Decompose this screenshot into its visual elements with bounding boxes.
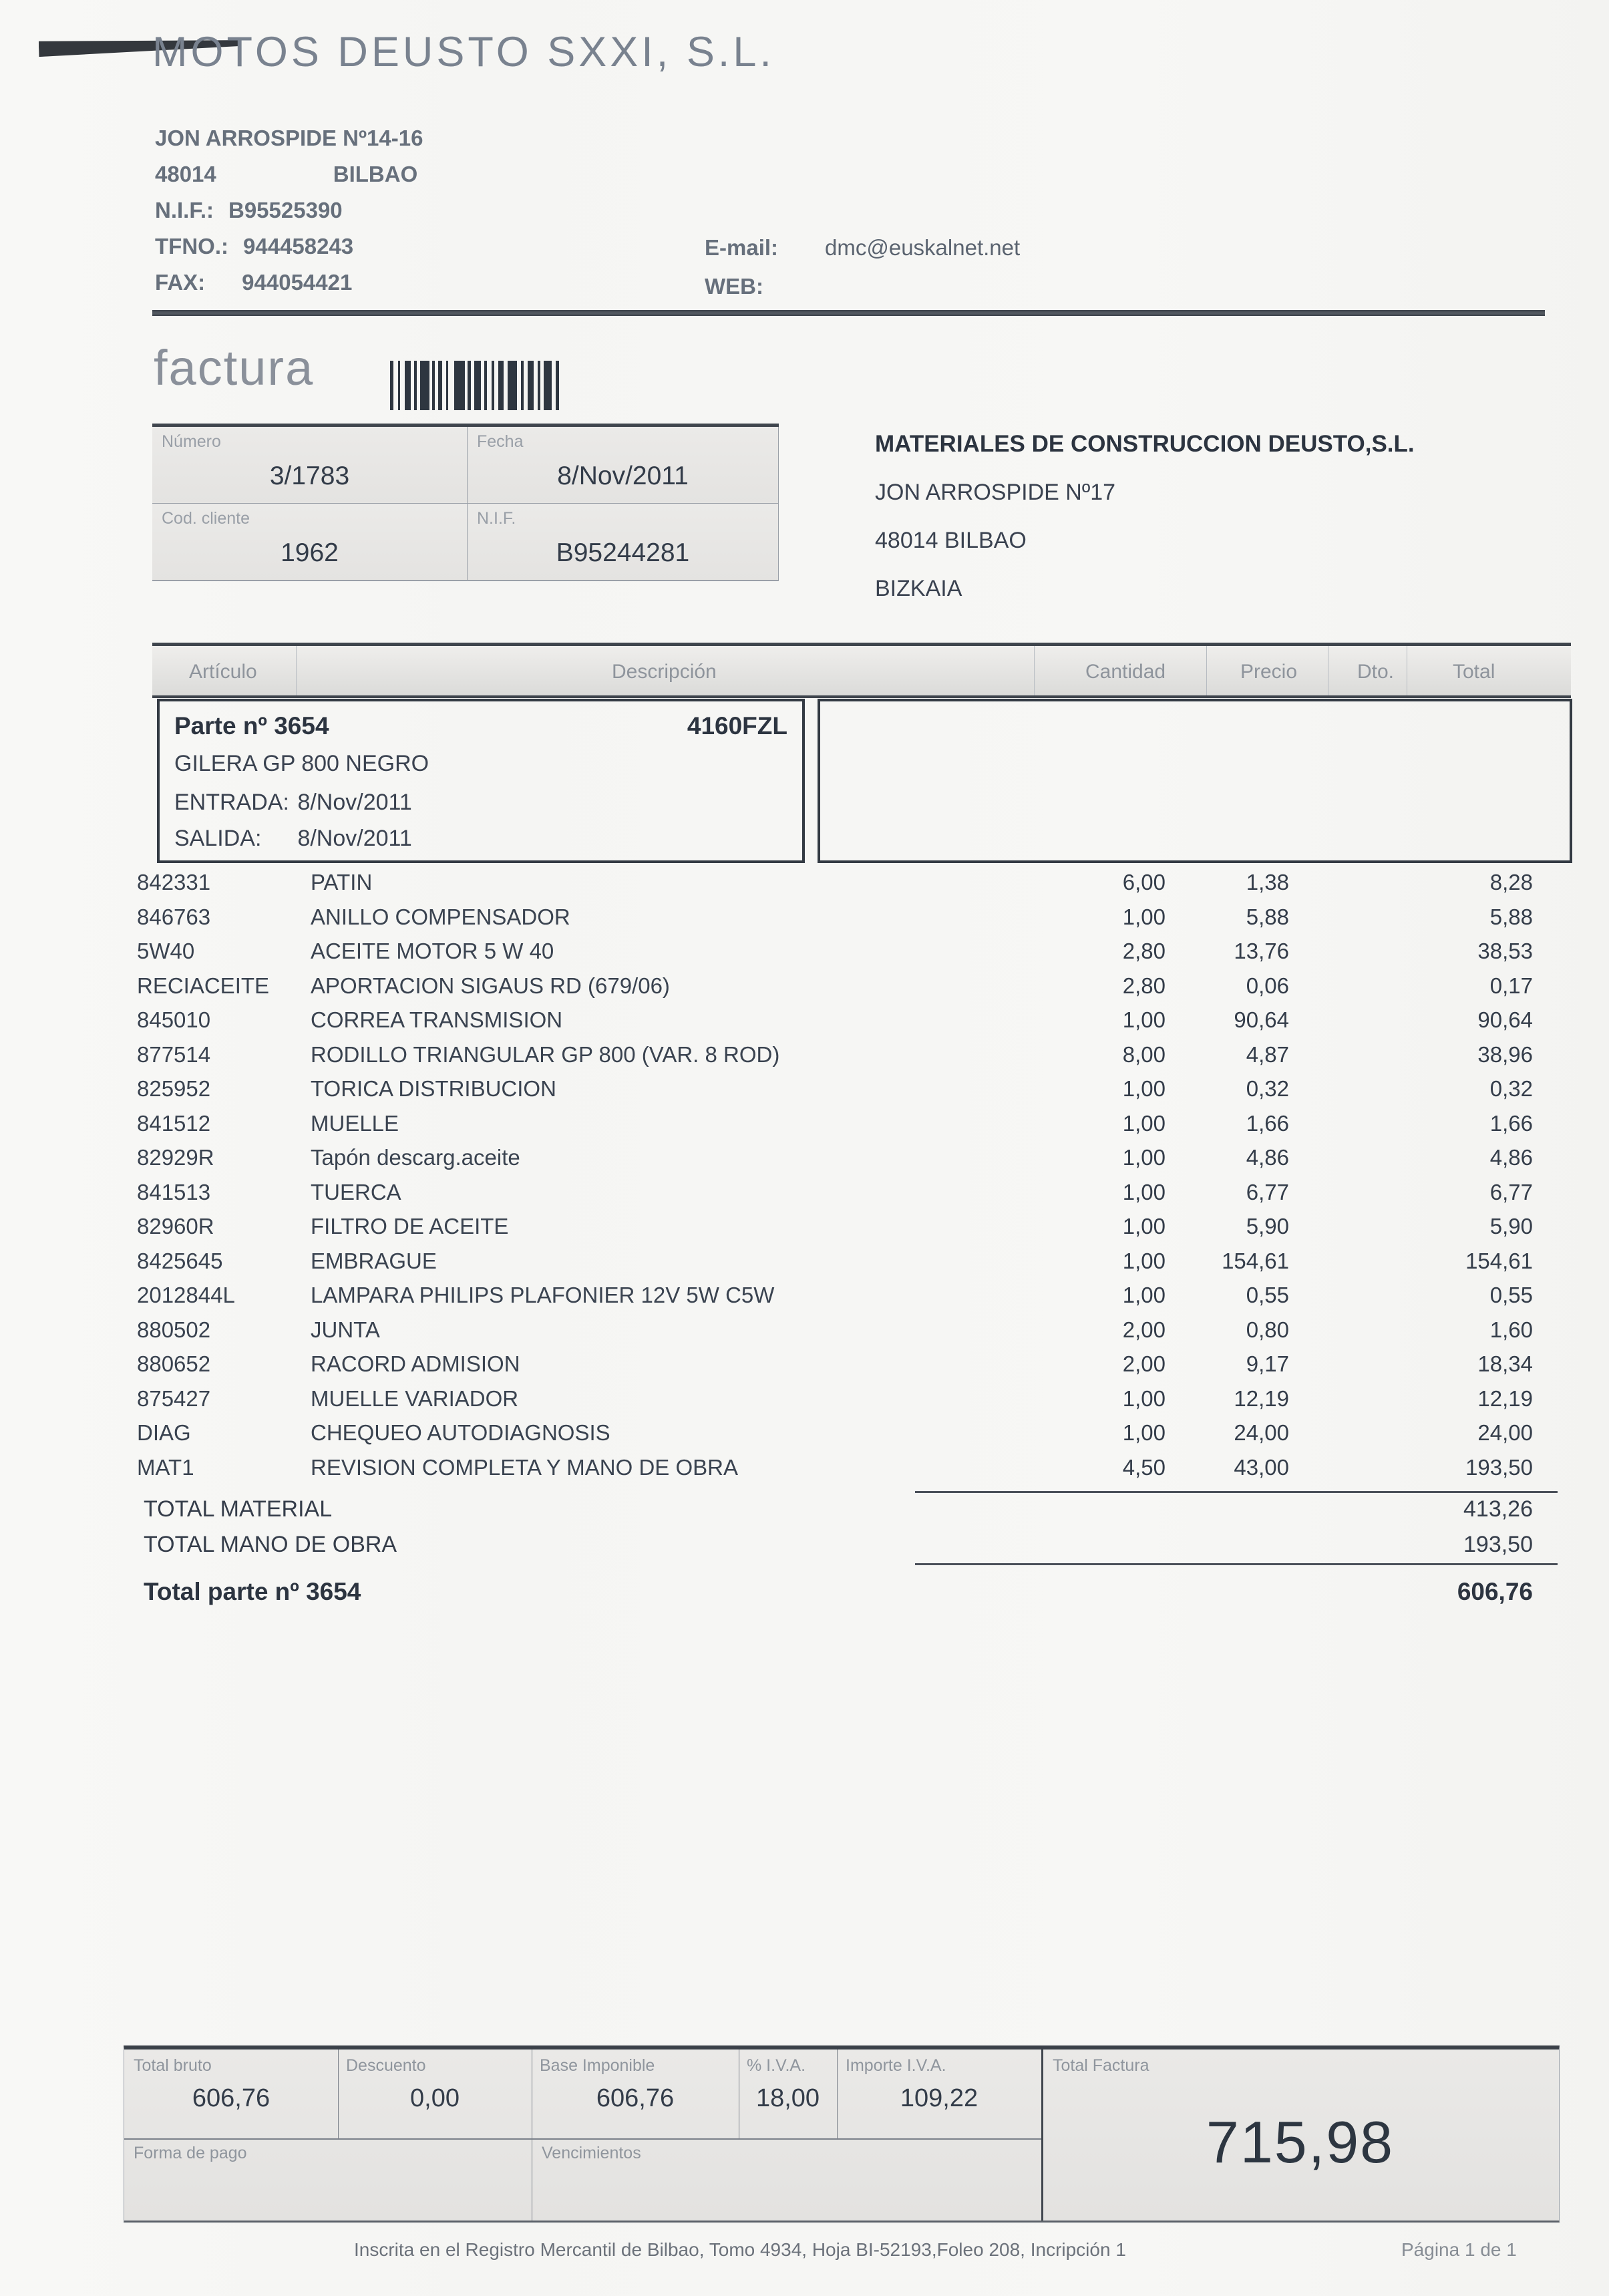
table-row [137, 1351, 1533, 1386]
item-total: 5,90 [1489, 1214, 1533, 1239]
item-price: 0,06 [1246, 973, 1289, 998]
item-price: 154,61 [1222, 1248, 1289, 1273]
item-quantity: 1,00 [1122, 1248, 1166, 1273]
items-rows [137, 870, 1533, 1489]
item-price: 24,00 [1234, 1420, 1289, 1445]
barcode [390, 361, 561, 410]
table-row [137, 939, 1533, 973]
item-quantity: 1,00 [1122, 1283, 1166, 1307]
exit-date-label: SALIDA: [174, 826, 262, 851]
company-fax-value: 944054421 [242, 270, 353, 295]
item-total: 4,86 [1489, 1145, 1533, 1170]
client-code-value: 1962 [281, 538, 339, 567]
email-value: dmc@euskalnet.net [825, 235, 1021, 260]
item-total: 6,77 [1489, 1179, 1533, 1204]
item-total: 8,28 [1489, 870, 1533, 894]
item-code: MAT1 [137, 1454, 194, 1480]
customer-address: JON ARROSPIDE Nº17 [875, 480, 1116, 505]
item-description: FILTRO DE ACEITE [311, 1214, 509, 1239]
item-description: CHEQUEO AUTODIAGNOSIS [311, 1420, 610, 1445]
item-price: 5,90 [1246, 1214, 1289, 1239]
work-order-empty-box [818, 699, 1572, 863]
item-code: 845010 [137, 1007, 211, 1032]
company-fax-label: FAX: [155, 270, 206, 295]
client-nif-label: N.I.F. [477, 509, 516, 528]
item-quantity: 2,00 [1122, 1317, 1166, 1342]
exit-date-value: 8/Nov/2011 [297, 826, 412, 851]
item-quantity: 1,00 [1122, 1420, 1166, 1445]
totals-divider-top [915, 1491, 1558, 1493]
item-price: 13,76 [1234, 939, 1289, 963]
invoice-number-cell [152, 427, 468, 504]
item-total: 24,00 [1477, 1420, 1533, 1445]
column-header-dto: Dto. [1357, 661, 1395, 683]
summary-table [124, 2045, 1560, 2223]
item-quantity: 1,00 [1122, 1007, 1166, 1032]
item-description: LAMPARA PHILIPS PLAFONIER 12V 5W C5W [311, 1283, 775, 1307]
invoice-info-table [152, 424, 779, 581]
total-factura-label: Total Factura [1053, 2056, 1149, 2075]
table-row [137, 1076, 1533, 1111]
work-order-number: Parte nº 3654 [174, 712, 329, 740]
customer-name: MATERIALES DE CONSTRUCCION DEUSTO,S.L. [875, 431, 1415, 457]
table-row [137, 1455, 1533, 1490]
table-row [137, 905, 1533, 939]
header-divider [152, 310, 1545, 316]
item-quantity: 1,00 [1122, 904, 1166, 929]
invoice-date-label: Fecha [477, 432, 524, 451]
item-description: RODILLO TRIANGULAR GP 800 (VAR. 8 ROD) [311, 1041, 780, 1067]
item-total: 12,19 [1477, 1385, 1533, 1411]
client-nif-value: B95244281 [556, 538, 690, 567]
item-total: 18,34 [1477, 1351, 1533, 1376]
item-quantity: 2,80 [1122, 939, 1166, 963]
grand-total-label: Total parte nº 3654 [144, 1578, 361, 1605]
column-separator [296, 646, 297, 695]
total-material-value: 413,26 [1463, 1496, 1533, 1522]
item-code: 841512 [137, 1110, 211, 1136]
total-factura-value: 715,98 [1206, 2109, 1395, 2175]
summary-row-divider [124, 2138, 1041, 2140]
page-number: Página 1 de 1 [1401, 2239, 1517, 2260]
exit-date-line [174, 826, 412, 852]
iva-pct-label: % I.V.A. [747, 2056, 806, 2075]
entry-date-line [174, 790, 412, 816]
vehicle-description: GILERA GP 800 NEGRO [174, 751, 429, 776]
item-code: 877514 [137, 1041, 211, 1067]
item-total: 154,61 [1465, 1248, 1533, 1273]
descuento-value: 0,00 [410, 2084, 460, 2112]
total-labor-row [144, 1532, 1533, 1558]
item-quantity: 8,00 [1122, 1041, 1166, 1067]
item-price: 12,19 [1234, 1385, 1289, 1411]
work-order-plate: 4160FZL [687, 712, 787, 740]
company-nif-value: B95525390 [228, 198, 343, 222]
item-total: 1,66 [1489, 1110, 1533, 1136]
item-description: EMBRAGUE [311, 1248, 437, 1273]
table-row [137, 1249, 1533, 1283]
item-price: 0,80 [1246, 1317, 1289, 1342]
item-total: 38,96 [1477, 1041, 1533, 1067]
item-price: 0,55 [1246, 1283, 1289, 1307]
item-description: MUELLE VARIADOR [311, 1385, 519, 1411]
table-row [137, 1042, 1533, 1077]
total-material-label: TOTAL MATERIAL [144, 1496, 333, 1522]
item-code: 875427 [137, 1385, 211, 1411]
base-imponible-value: 606,76 [596, 2084, 675, 2112]
total-bruto-label: Total bruto [134, 2056, 212, 2075]
invoice-number-label: Número [162, 432, 221, 451]
grand-total-row [144, 1578, 1533, 1606]
column-separator [1206, 646, 1207, 695]
vencimientos-label: Vencimientos [542, 2144, 641, 2162]
item-total: 0,17 [1489, 973, 1533, 998]
client-nif-cell [468, 504, 779, 581]
item-description: Tapón descarg.aceite [311, 1145, 520, 1170]
summary-separator [837, 2049, 838, 2138]
email-label: E-mail: [705, 235, 779, 260]
item-quantity: 1,00 [1122, 1145, 1166, 1170]
column-header-descripcion: Descripción [612, 661, 717, 683]
client-code-label: Cod. cliente [162, 509, 250, 528]
item-description: PATIN [311, 870, 373, 894]
item-quantity: 1,00 [1122, 1385, 1166, 1411]
item-code: DIAG [137, 1420, 191, 1445]
column-separator [1034, 646, 1035, 695]
table-row [137, 1386, 1533, 1421]
client-code-cell [152, 504, 468, 581]
item-quantity: 1,00 [1122, 1076, 1166, 1101]
web-label: WEB: [705, 274, 763, 299]
entry-date-value: 8/Nov/2011 [297, 790, 412, 815]
invoice-date-value: 8/Nov/2011 [557, 462, 689, 490]
item-description: RACORD ADMISION [311, 1351, 520, 1376]
item-quantity: 1,00 [1122, 1110, 1166, 1136]
item-total: 193,50 [1465, 1454, 1533, 1480]
column-header-precio: Precio [1240, 661, 1298, 683]
total-bruto-value: 606,76 [192, 2084, 271, 2112]
table-row [137, 1180, 1533, 1214]
item-price: 5,88 [1246, 904, 1289, 929]
company-city-line [155, 162, 423, 198]
item-description: ANILLO COMPENSADOR [311, 904, 570, 929]
item-price: 4,86 [1246, 1145, 1289, 1170]
item-total: 90,64 [1477, 1007, 1533, 1032]
item-code: 880652 [137, 1351, 211, 1376]
item-quantity: 2,80 [1122, 973, 1166, 998]
item-code: 841513 [137, 1179, 211, 1204]
item-description: MUELLE [311, 1110, 399, 1136]
item-code: 842331 [137, 870, 211, 894]
work-order-title-row [174, 712, 787, 740]
web-line [705, 274, 1020, 313]
item-description: APORTACION SIGAUS RD (679/06) [311, 973, 670, 998]
item-description: CORREA TRANSMISION [311, 1007, 563, 1032]
forma-pago-label: Forma de pago [134, 2144, 247, 2162]
item-price: 6,77 [1246, 1179, 1289, 1204]
contact-block [705, 235, 1020, 313]
item-quantity: 1,00 [1122, 1214, 1166, 1239]
company-nif-line [155, 198, 423, 234]
company-nif-label: N.I.F.: [155, 198, 214, 222]
table-row [137, 1283, 1533, 1317]
items-table-header [152, 643, 1571, 698]
company-postal-code: 48014 [155, 162, 216, 186]
item-price: 0,32 [1246, 1076, 1289, 1101]
company-tfno-label: TFNO.: [155, 234, 228, 259]
table-row [137, 1317, 1533, 1352]
column-header-total: Total [1453, 661, 1495, 683]
total-labor-value: 193,50 [1463, 1532, 1533, 1557]
invoice-number-value: 3/1783 [269, 462, 350, 490]
grand-total-value: 606,76 [1457, 1578, 1533, 1605]
company-tfno-line [155, 234, 423, 270]
item-price: 90,64 [1234, 1007, 1289, 1032]
item-description: REVISION COMPLETA Y MANO DE OBRA [311, 1454, 738, 1480]
item-description: JUNTA [311, 1317, 380, 1342]
importe-iva-label: Importe I.V.A. [846, 2056, 946, 2075]
item-code: 82960R [137, 1214, 214, 1239]
item-price: 43,00 [1234, 1454, 1289, 1480]
importe-iva-value: 109,22 [900, 2084, 978, 2112]
item-code: 8425645 [137, 1248, 223, 1273]
entry-date-label: ENTRADA: [174, 790, 289, 815]
item-description: TUERCA [311, 1179, 401, 1204]
item-total: 1,60 [1489, 1317, 1533, 1342]
item-price: 1,38 [1246, 870, 1289, 894]
company-tfno-value: 944458243 [242, 234, 354, 259]
column-header-cantidad: Cantidad [1085, 661, 1166, 683]
column-header-articulo: Artículo [189, 661, 257, 683]
table-row [137, 1111, 1533, 1146]
total-material-row [144, 1496, 1533, 1522]
item-code: RECIACEITE [137, 973, 270, 998]
email-line [705, 235, 1020, 274]
item-quantity: 2,00 [1122, 1351, 1166, 1376]
customer-province: BIZKAIA [875, 576, 962, 601]
company-city: BILBAO [333, 162, 418, 186]
descuento-label: Descuento [346, 2056, 426, 2075]
item-code: 2012844L [137, 1283, 235, 1307]
company-street: JON ARROSPIDE Nº14-16 [155, 126, 423, 150]
item-code: 5W40 [137, 939, 195, 963]
total-labor-label: TOTAL MANO DE OBRA [144, 1532, 397, 1557]
table-row [137, 1145, 1533, 1180]
registry-footer: Inscrita en el Registro Mercantil de Bilbao, Tomo 4934, Hoja BI-52193,Foleo 208, Incripción 1 [354, 2239, 1126, 2260]
company-address-block [155, 126, 423, 306]
company-name: MOTOS DEUSTO SXXI, S.L. [152, 29, 775, 75]
item-description: TORICA DISTRIBUCION [311, 1076, 556, 1101]
item-total: 38,53 [1477, 939, 1533, 963]
table-row [137, 973, 1533, 1008]
item-quantity: 4,50 [1122, 1454, 1166, 1480]
table-row [137, 1007, 1533, 1042]
item-quantity: 1,00 [1122, 1179, 1166, 1204]
item-code: 880502 [137, 1317, 211, 1342]
item-total: 0,55 [1489, 1283, 1533, 1307]
document-title: factura [154, 340, 315, 395]
item-total: 5,88 [1489, 904, 1533, 929]
customer-block [875, 431, 1415, 602]
item-code: 846763 [137, 904, 211, 929]
invoice-date-cell [468, 427, 779, 504]
summary-separator [338, 2049, 339, 2138]
base-imponible-label: Base Imponible [540, 2056, 655, 2075]
customer-city: 48014 BILBAO [875, 528, 1027, 553]
item-quantity: 6,00 [1122, 870, 1166, 894]
totals-divider-bottom [915, 1563, 1558, 1565]
item-price: 4,87 [1246, 1041, 1289, 1067]
work-order-box [157, 699, 805, 863]
item-code: 825952 [137, 1076, 211, 1101]
table-row [137, 870, 1533, 905]
item-code: 82929R [137, 1145, 214, 1170]
item-price: 9,17 [1246, 1351, 1289, 1376]
item-total: 0,32 [1489, 1076, 1533, 1101]
item-price: 1,66 [1246, 1110, 1289, 1136]
iva-pct-value: 18,00 [755, 2084, 820, 2112]
table-row [137, 1420, 1533, 1455]
table-row [137, 1214, 1533, 1249]
item-description: ACEITE MOTOR 5 W 40 [311, 939, 554, 963]
company-fax-line [155, 270, 423, 306]
